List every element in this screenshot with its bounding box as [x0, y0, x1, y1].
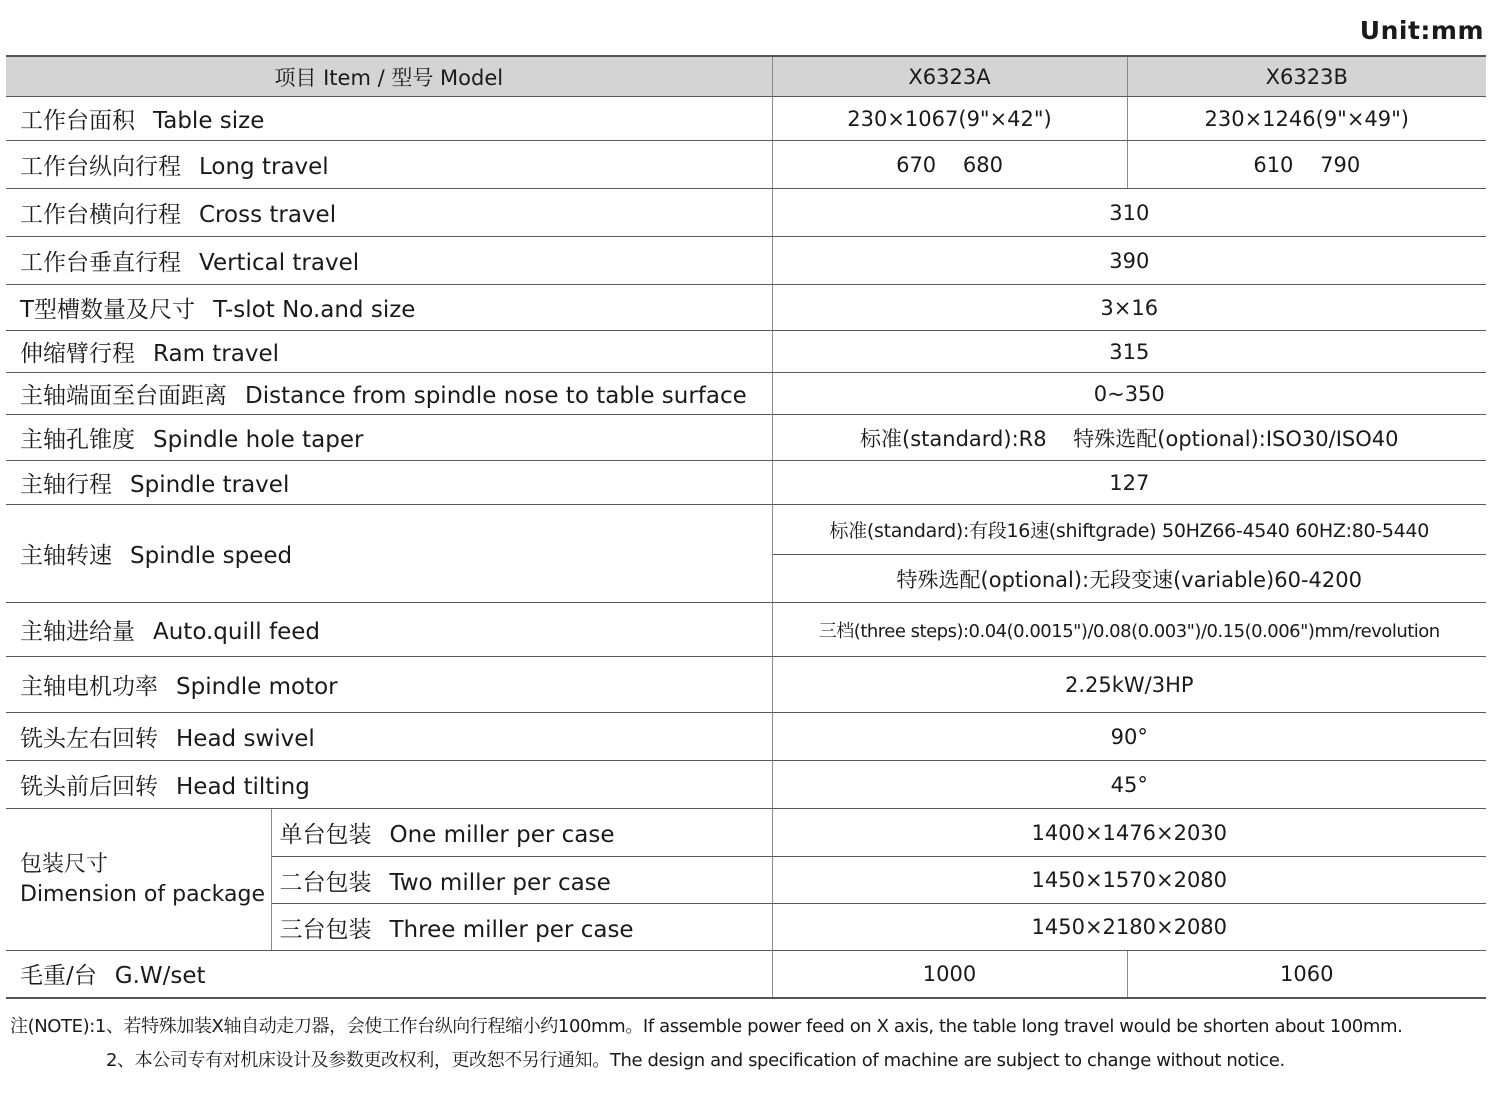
sub-label-two: 二台包装 Two miller per case [271, 857, 772, 904]
row-label: 主轴端面至台面距离 Distance from spindle nose to table surface [6, 373, 772, 415]
table-row [6, 373, 1486, 415]
header-item-model: 项目 Item / 型号 Model [6, 56, 772, 97]
value: 0~350 [772, 373, 1486, 415]
value: 390 [772, 237, 1486, 285]
value-standard: 标准(standard):有段16速(shiftgrade) 50HZ66-4540 60HZ:80-5440 [772, 505, 1486, 555]
value: 315 [772, 331, 1486, 373]
value-b: 1060 [1127, 951, 1486, 998]
table-row [6, 415, 1486, 461]
notes [10, 1010, 1495, 1078]
value-b: 230×1246(9"×49") [1127, 97, 1486, 141]
value-a: 670 680 [772, 141, 1127, 189]
row-label: 工作台纵向行程 Long travel [6, 141, 772, 189]
value-a: 230×1067(9"×42") [772, 97, 1127, 141]
row-label: 主轴孔锥度 Spindle hole taper [6, 415, 772, 461]
value: 标准(standard):R8 特殊选配(optional):ISO30/ISO40 [772, 415, 1486, 461]
row-label: 工作台横向行程 Cross travel [6, 189, 772, 237]
table-row [6, 713, 1486, 761]
row-label: 伸缩臂行程 Ram travel [6, 331, 772, 373]
package-label: 包装尺寸 Dimension of package [6, 809, 271, 951]
note-2: 2、本公司专有对机床设计及参数更改权利，更改恕不另行通知。The design and specification of machine are subject to change without notice. [106, 1050, 1285, 1071]
unit-label: Unit:mm [1359, 16, 1484, 45]
row-label: 工作台面积 Table size [6, 97, 772, 141]
table-row [6, 505, 1486, 555]
row-label: 铣头前后回转 Head tilting [6, 761, 772, 809]
value: 三档(three steps):0.04(0.0015")/0.08(0.003")/0.15(0.006")mm/revolution [772, 603, 1486, 657]
table-row [6, 237, 1486, 285]
value: 1450×2180×2080 [772, 904, 1486, 951]
row-label: 铣头左右回转 Head swivel [6, 713, 772, 761]
sub-label-three: 三台包装 Three miller per case [271, 904, 772, 951]
row-label: T型槽数量及尺寸 T-slot No.and size [6, 285, 772, 331]
value: 45° [772, 761, 1486, 809]
header-row [6, 56, 1486, 97]
row-label: 主轴行程 Spindle travel [6, 461, 772, 505]
table-row [6, 951, 1486, 998]
row-label: 主轴电机功率 Spindle motor [6, 657, 772, 713]
value-b: 610 790 [1127, 141, 1486, 189]
value: 90° [772, 713, 1486, 761]
table-row [6, 809, 1486, 857]
spec-table [6, 55, 1486, 999]
table-row [6, 97, 1486, 141]
table-row [6, 331, 1486, 373]
table-row [6, 657, 1486, 713]
table-row [6, 603, 1486, 657]
value: 3×16 [772, 285, 1486, 331]
table-row [6, 285, 1486, 331]
row-label: 毛重/台 G.W/set [6, 951, 772, 998]
value: 310 [772, 189, 1486, 237]
table-row [6, 761, 1486, 809]
value: 1450×1570×2080 [772, 857, 1486, 904]
value-a: 1000 [772, 951, 1127, 998]
table-row [6, 189, 1486, 237]
row-label: 工作台垂直行程 Vertical travel [6, 237, 772, 285]
value: 2.25kW/3HP [772, 657, 1486, 713]
value-optional: 特殊选配(optional):无段变速(variable)60-4200 [772, 555, 1486, 603]
table-row [6, 141, 1486, 189]
header-model-a: X6323A [772, 56, 1127, 97]
header-model-b: X6323B [1127, 56, 1486, 97]
row-label: 主轴进给量 Auto.quill feed [6, 603, 772, 657]
value: 1400×1476×2030 [772, 809, 1486, 857]
sub-label-one: 单台包装 One miller per case [271, 809, 772, 857]
table-row [6, 461, 1486, 505]
note-1: 注(NOTE):1、若特殊加装X轴自动走刀器，会使工作台纵向行程缩小约100mm。If assemble power feed on X axis, the table long travel would be shorten about 100mm. [10, 1016, 1403, 1037]
value: 127 [772, 461, 1486, 505]
row-label: 主轴转速 Spindle speed [6, 505, 772, 603]
